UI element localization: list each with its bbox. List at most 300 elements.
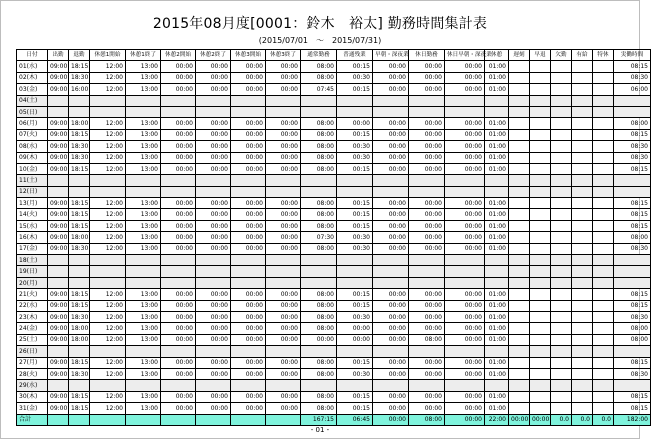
- table-row: [17, 243, 651, 254]
- cell-b2s: [161, 95, 196, 106]
- cell-paid: [572, 255, 593, 266]
- cell-out: 18:30: [69, 368, 90, 379]
- cell-out: 18:15: [69, 129, 90, 140]
- cell-date: 09(木): [17, 152, 48, 163]
- cell-absent: [551, 141, 572, 152]
- cell-holiday: 00:00: [409, 198, 445, 209]
- cell-b2e: 00:00: [196, 334, 231, 345]
- cell-holnight: 00:00: [445, 391, 485, 402]
- cell-normal: 08:00: [301, 391, 337, 402]
- cell-out: 18:00: [69, 232, 90, 243]
- cell-out: 18:30: [69, 141, 90, 152]
- cell-night: 00:00: [373, 72, 409, 83]
- cell-b3s: [231, 414, 266, 425]
- cell-late: [509, 141, 530, 152]
- cell-out: 18:15: [69, 163, 90, 174]
- cell-night: [373, 277, 409, 288]
- cell-normal: 167:15: [301, 414, 337, 425]
- cell-actual: [614, 106, 651, 117]
- cell-early: 00:00: [530, 414, 551, 425]
- cell-b1e: 13:00: [126, 232, 161, 243]
- cell-b2s: 00:00: [161, 289, 196, 300]
- cell-in: [48, 175, 69, 186]
- cell-b1s: 12:00: [90, 152, 126, 163]
- cell-in: 09:00: [48, 72, 69, 83]
- cell-b1e: 13:00: [126, 311, 161, 322]
- cell-date: 03(金): [17, 84, 48, 95]
- cell-absent: [551, 220, 572, 231]
- cell-paid: [572, 141, 593, 152]
- cell-night: [373, 266, 409, 277]
- cell-late: [509, 152, 530, 163]
- cell-late: [509, 243, 530, 254]
- cell-late: [509, 61, 530, 72]
- cell-b1s: 12:00: [90, 118, 126, 129]
- table-row: [17, 141, 651, 152]
- cell-holiday: [409, 106, 445, 117]
- cell-b2e: 00:00: [196, 209, 231, 220]
- cell-date: 16(木): [17, 232, 48, 243]
- cell-special: [593, 129, 614, 140]
- cell-b3e: 00:00: [266, 357, 301, 368]
- cell-early: [530, 346, 551, 357]
- cell-b1e: 13:00: [126, 323, 161, 334]
- cell-actual: 08:15: [614, 391, 651, 402]
- cell-b2s: 00:00: [161, 209, 196, 220]
- cell-b1s: 12:00: [90, 368, 126, 379]
- table-row: [17, 106, 651, 117]
- cell-actual: [614, 346, 651, 357]
- cell-holnight: 00:00: [445, 311, 485, 322]
- cell-actual: 182:00: [614, 414, 651, 425]
- cell-special: [593, 255, 614, 266]
- table-row: [17, 391, 651, 402]
- cell-holnight: [445, 277, 485, 288]
- cell-normal: 08:00: [301, 72, 337, 83]
- cell-out: 18:15: [69, 289, 90, 300]
- cell-in: 09:00: [48, 61, 69, 72]
- cell-brk: [485, 95, 509, 106]
- cell-actual: [614, 380, 651, 391]
- cell-b2s: 00:00: [161, 300, 196, 311]
- cell-in: [48, 414, 69, 425]
- cell-b1e: [126, 255, 161, 266]
- cell-special: [593, 323, 614, 334]
- cell-out: [69, 266, 90, 277]
- cell-in: [48, 106, 69, 117]
- cell-holiday: 00:00: [409, 391, 445, 402]
- cell-actual: 08:30: [614, 311, 651, 322]
- cell-late: [509, 118, 530, 129]
- cell-special: [593, 141, 614, 152]
- cell-early: [530, 243, 551, 254]
- cell-holnight: [445, 266, 485, 277]
- cell-late: [509, 289, 530, 300]
- cell-actual: 08:15: [614, 129, 651, 140]
- cell-out: 18:00: [69, 118, 90, 129]
- cell-paid: [572, 323, 593, 334]
- cell-brk: [485, 380, 509, 391]
- cell-holiday: 08:00: [409, 334, 445, 345]
- cell-b3s: 00:00: [231, 209, 266, 220]
- column-header: 出勤: [48, 50, 69, 61]
- cell-b3e: [266, 255, 301, 266]
- cell-b2s: [161, 266, 196, 277]
- cell-normal: 08:00: [301, 243, 337, 254]
- cell-paid: [572, 61, 593, 72]
- cell-normal: 08:00: [301, 323, 337, 334]
- cell-date: 13(月): [17, 198, 48, 209]
- cell-night: 00:00: [373, 414, 409, 425]
- cell-night: 00:00: [373, 118, 409, 129]
- cell-date: 19(日): [17, 266, 48, 277]
- cell-brk: [485, 186, 509, 197]
- cell-b2e: 00:00: [196, 232, 231, 243]
- cell-b1e: [126, 95, 161, 106]
- cell-normal: [301, 255, 337, 266]
- cell-absent: [551, 266, 572, 277]
- cell-ot: 00:15: [337, 198, 373, 209]
- cell-special: 0.0: [593, 414, 614, 425]
- cell-holnight: 00:00: [445, 323, 485, 334]
- cell-night: 00:00: [373, 289, 409, 300]
- cell-brk: [485, 346, 509, 357]
- cell-b2e: [196, 95, 231, 106]
- cell-late: [509, 311, 530, 322]
- cell-b1s: [90, 175, 126, 186]
- cell-special: [593, 380, 614, 391]
- cell-ot: 00:15: [337, 129, 373, 140]
- cell-in: 09:00: [48, 391, 69, 402]
- cell-absent: [551, 61, 572, 72]
- cell-b1s: [90, 255, 126, 266]
- cell-brk: [485, 175, 509, 186]
- cell-b2s: [161, 255, 196, 266]
- cell-early: [530, 323, 551, 334]
- page-number: - 01 -: [310, 426, 330, 434]
- table-row: [17, 311, 651, 322]
- cell-b3s: [231, 255, 266, 266]
- cell-late: [509, 72, 530, 83]
- table-row: [17, 152, 651, 163]
- cell-out: [69, 414, 90, 425]
- cell-absent: [551, 163, 572, 174]
- cell-b1e: 13:00: [126, 61, 161, 72]
- cell-out: 18:15: [69, 357, 90, 368]
- cell-b2e: 00:00: [196, 152, 231, 163]
- cell-in: 09:00: [48, 289, 69, 300]
- cell-in: 09:00: [48, 163, 69, 174]
- cell-ot: 00:15: [337, 61, 373, 72]
- cell-holiday: 08:00: [409, 414, 445, 425]
- cell-date: 25(土): [17, 334, 48, 345]
- cell-date: 18(土): [17, 255, 48, 266]
- cell-out: [69, 175, 90, 186]
- cell-holnight: 00:00: [445, 289, 485, 300]
- column-header: 通常勤務: [301, 50, 337, 61]
- cell-absent: [551, 357, 572, 368]
- cell-early: [530, 232, 551, 243]
- cell-b1e: 13:00: [126, 129, 161, 140]
- cell-special: [593, 220, 614, 231]
- cell-holiday: 00:00: [409, 152, 445, 163]
- cell-paid: [572, 186, 593, 197]
- cell-paid: [572, 311, 593, 322]
- cell-special: [593, 346, 614, 357]
- cell-b2s: [161, 346, 196, 357]
- cell-paid: [572, 266, 593, 277]
- cell-holiday: 00:00: [409, 72, 445, 83]
- cell-b2e: [196, 380, 231, 391]
- cell-b2s: 00:00: [161, 118, 196, 129]
- cell-paid: [572, 391, 593, 402]
- table-row: [17, 266, 651, 277]
- cell-late: [509, 266, 530, 277]
- cell-holiday: [409, 277, 445, 288]
- cell-in: [48, 380, 69, 391]
- cell-b3e: 00:00: [266, 141, 301, 152]
- cell-late: [509, 220, 530, 231]
- cell-paid: [572, 289, 593, 300]
- cell-holnight: 00:00: [445, 368, 485, 379]
- cell-early: [530, 118, 551, 129]
- cell-date: 08(水): [17, 141, 48, 152]
- cell-holiday: 00:00: [409, 209, 445, 220]
- cell-ot: 00:15: [337, 403, 373, 414]
- cell-brk: 01:00: [485, 129, 509, 140]
- cell-b1s: 12:00: [90, 232, 126, 243]
- cell-b2s: [161, 186, 196, 197]
- cell-b2s: 00:00: [161, 403, 196, 414]
- cell-actual: 08:30: [614, 152, 651, 163]
- cell-actual: 08:00: [614, 323, 651, 334]
- cell-night: 00:00: [373, 163, 409, 174]
- column-header: 早朝・深夜業: [373, 50, 409, 61]
- cell-ot: 00:30: [337, 368, 373, 379]
- cell-absent: [551, 346, 572, 357]
- cell-ot: 00:15: [337, 209, 373, 220]
- cell-date: 12(日): [17, 186, 48, 197]
- cell-early: [530, 255, 551, 266]
- cell-b2e: 00:00: [196, 311, 231, 322]
- cell-holnight: 00:00: [445, 152, 485, 163]
- cell-b1s: 12:00: [90, 129, 126, 140]
- cell-b3e: [266, 346, 301, 357]
- cell-b3s: 00:00: [231, 232, 266, 243]
- cell-late: [509, 277, 530, 288]
- cell-b3s: 00:00: [231, 152, 266, 163]
- cell-b3s: 00:00: [231, 141, 266, 152]
- cell-b2e: 00:00: [196, 118, 231, 129]
- table-row: [17, 198, 651, 209]
- column-header: 休日勤務: [409, 50, 445, 61]
- cell-absent: [551, 380, 572, 391]
- cell-date: 06(月): [17, 118, 48, 129]
- cell-early: [530, 311, 551, 322]
- cell-in: [48, 346, 69, 357]
- table-row: [17, 334, 651, 345]
- cell-brk: 22:00: [485, 414, 509, 425]
- cell-early: [530, 61, 551, 72]
- cell-special: [593, 186, 614, 197]
- cell-b1e: 13:00: [126, 300, 161, 311]
- cell-b1s: 12:00: [90, 243, 126, 254]
- cell-actual: 08:15: [614, 209, 651, 220]
- cell-out: [69, 186, 90, 197]
- cell-b2e: 00:00: [196, 84, 231, 95]
- cell-absent: [551, 129, 572, 140]
- cell-special: [593, 95, 614, 106]
- cell-actual: 08:15: [614, 357, 651, 368]
- cell-out: 18:15: [69, 61, 90, 72]
- cell-in: [48, 277, 69, 288]
- cell-brk: [485, 255, 509, 266]
- cell-b1s: [90, 277, 126, 288]
- cell-normal: [301, 346, 337, 357]
- cell-late: [509, 209, 530, 220]
- cell-early: [530, 129, 551, 140]
- cell-date: 07(火): [17, 129, 48, 140]
- cell-normal: 08:00: [301, 118, 337, 129]
- cell-late: [509, 186, 530, 197]
- cell-date: 15(水): [17, 220, 48, 231]
- cell-actual: [614, 266, 651, 277]
- cell-b1s: [90, 414, 126, 425]
- cell-b3e: 00:00: [266, 209, 301, 220]
- cell-holnight: [445, 380, 485, 391]
- cell-absent: [551, 300, 572, 311]
- cell-actual: 08:15: [614, 163, 651, 174]
- table-row: [17, 346, 651, 357]
- cell-late: [509, 129, 530, 140]
- cell-b2s: 00:00: [161, 220, 196, 231]
- cell-brk: 01:00: [485, 209, 509, 220]
- cell-absent: [551, 152, 572, 163]
- cell-b1e: 13:00: [126, 220, 161, 231]
- cell-in: 09:00: [48, 84, 69, 95]
- cell-brk: 01:00: [485, 118, 509, 129]
- table-row: [17, 186, 651, 197]
- table-row: [17, 255, 651, 266]
- cell-holnight: 00:00: [445, 209, 485, 220]
- column-header: 欠勤: [551, 50, 572, 61]
- cell-absent: [551, 311, 572, 322]
- cell-brk: [485, 266, 509, 277]
- cell-b1e: 13:00: [126, 163, 161, 174]
- cell-absent: [551, 334, 572, 345]
- cell-in: 09:00: [48, 118, 69, 129]
- cell-early: [530, 106, 551, 117]
- cell-late: [509, 357, 530, 368]
- cell-in: 09:00: [48, 243, 69, 254]
- cell-normal: 08:00: [301, 141, 337, 152]
- cell-night: [373, 175, 409, 186]
- cell-date: 26(日): [17, 346, 48, 357]
- cell-actual: [614, 277, 651, 288]
- cell-normal: 08:00: [301, 129, 337, 140]
- cell-early: [530, 141, 551, 152]
- cell-late: [509, 334, 530, 345]
- cell-holiday: 00:00: [409, 368, 445, 379]
- cell-normal: 08:00: [301, 403, 337, 414]
- cell-b3e: 00:00: [266, 198, 301, 209]
- cell-special: [593, 61, 614, 72]
- cell-night: 00:00: [373, 209, 409, 220]
- column-header: 休憩3終了: [266, 50, 301, 61]
- cell-out: [69, 106, 90, 117]
- cell-late: [509, 198, 530, 209]
- cell-normal: [301, 106, 337, 117]
- cell-b1e: 13:00: [126, 152, 161, 163]
- cell-actual: 08:00: [614, 118, 651, 129]
- cell-b1s: 12:00: [90, 61, 126, 72]
- cell-date: 22(水): [17, 300, 48, 311]
- cell-late: [509, 255, 530, 266]
- cell-holiday: 00:00: [409, 300, 445, 311]
- cell-holiday: [409, 95, 445, 106]
- cell-normal: 08:00: [301, 163, 337, 174]
- cell-holnight: [445, 95, 485, 106]
- cell-b1e: 13:00: [126, 198, 161, 209]
- cell-absent: [551, 209, 572, 220]
- cell-in: 09:00: [48, 220, 69, 231]
- cell-b2s: 00:00: [161, 141, 196, 152]
- cell-special: [593, 163, 614, 174]
- cell-b1s: [90, 95, 126, 106]
- cell-actual: 08:30: [614, 243, 651, 254]
- cell-normal: [301, 380, 337, 391]
- cell-paid: [572, 380, 593, 391]
- cell-b3e: 00:00: [266, 163, 301, 174]
- cell-date: 17(金): [17, 243, 48, 254]
- cell-b2e: 00:00: [196, 243, 231, 254]
- cell-ot: [337, 95, 373, 106]
- cell-b2e: 00:00: [196, 391, 231, 402]
- cell-holnight: 00:00: [445, 72, 485, 83]
- cell-b2s: 00:00: [161, 232, 196, 243]
- cell-brk: 01:00: [485, 72, 509, 83]
- cell-normal: 00:00: [301, 334, 337, 345]
- cell-actual: [614, 255, 651, 266]
- cell-holiday: [409, 186, 445, 197]
- cell-early: [530, 72, 551, 83]
- cell-brk: 01:00: [485, 311, 509, 322]
- cell-b3e: 00:00: [266, 243, 301, 254]
- cell-paid: [572, 334, 593, 345]
- cell-in: 09:00: [48, 357, 69, 368]
- cell-brk: [485, 106, 509, 117]
- cell-in: 09:00: [48, 323, 69, 334]
- cell-ot: 00:00: [337, 118, 373, 129]
- cell-b1e: [126, 380, 161, 391]
- cell-special: [593, 311, 614, 322]
- cell-date: 04(土): [17, 95, 48, 106]
- cell-early: [530, 198, 551, 209]
- cell-late: [509, 106, 530, 117]
- cell-date: 02(木): [17, 72, 48, 83]
- cell-out: 16:00: [69, 84, 90, 95]
- cell-night: [373, 186, 409, 197]
- cell-absent: [551, 72, 572, 83]
- column-header: 日付: [17, 50, 48, 61]
- cell-ot: [337, 266, 373, 277]
- cell-b2e: 00:00: [196, 129, 231, 140]
- cell-b2s: 00:00: [161, 61, 196, 72]
- cell-out: 18:15: [69, 198, 90, 209]
- cell-b1s: 12:00: [90, 72, 126, 83]
- cell-normal: 08:00: [301, 220, 337, 231]
- cell-late: [509, 323, 530, 334]
